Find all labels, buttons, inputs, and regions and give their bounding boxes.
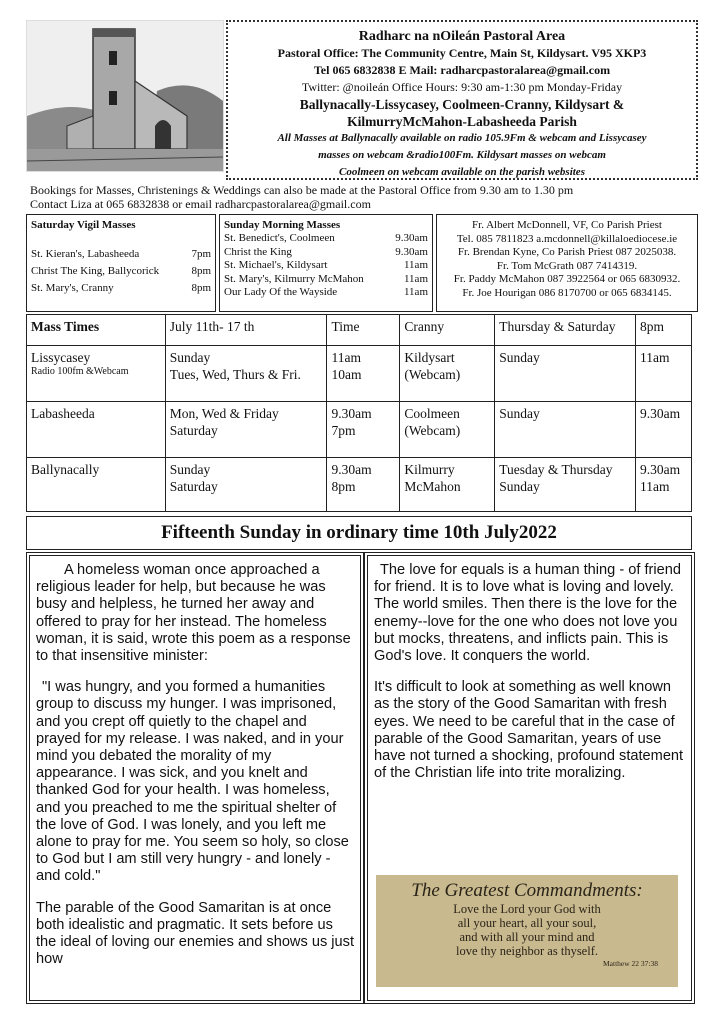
table-row	[27, 458, 692, 512]
article-paragraph: The parable of the Good Samaritan is at once both idealistic and pragmatic. It sets before us the ideal of loving our enemies and shows us just how	[36, 899, 355, 968]
sunday-item: St. Mary's, Kilmurry McMahon 11am	[224, 272, 428, 285]
table-header-row	[27, 315, 692, 346]
commandments-title: The Greatest Commandments:	[411, 880, 643, 901]
vigil-title: Saturday Vigil Masses	[31, 219, 136, 231]
commandment-line: and with all your mind and	[459, 930, 595, 944]
table-cell: Labasheeda	[27, 402, 166, 458]
table-cell: Sunday Tues, Wed, Thurs & Fri.	[165, 346, 327, 402]
radio-line-3: Coolmeen on webcam available on the parish websites	[339, 166, 585, 178]
scripture-reference: Matthew 22 37:38	[603, 959, 658, 968]
table-cell: Sunday Saturday	[165, 458, 327, 512]
commandment-line: Love the Lord your God with	[453, 902, 601, 916]
vigil-item: St. Kieran's, Labasheeda 7pm	[31, 248, 211, 260]
table-cell: 9.30am 7pm	[327, 402, 400, 458]
article-paragraph: A homeless woman once approached a religious leader for help, but because he was busy and helpless, he turned her away and offered to pray for her instead. The homeless woman, it is said, wrote this poem as a response to that insensitive minister:	[36, 562, 351, 665]
table-header-cell: Mass Times	[27, 315, 166, 346]
table-cell: Tuesday & Thursday Sunday	[495, 458, 636, 512]
table-row	[27, 402, 692, 458]
header-box	[226, 20, 698, 180]
sunday-item: Our Lady Of the Wayside 11am	[224, 286, 428, 298]
table-cell: 11am 10am	[327, 346, 400, 402]
table-cell: Coolmeen (Webcam)	[400, 402, 495, 458]
vigil-item: St. Mary's, Cranny 8pm	[31, 282, 211, 294]
table-cell: Sunday	[495, 346, 636, 402]
commandment-line: all your heart, all your soul,	[457, 916, 597, 930]
left-article-column	[29, 555, 361, 1001]
radio-line-1: All Masses at Ballynacally available on radio 105.9Fm & webcam and Lissycasey	[277, 132, 647, 144]
priest-line: Fr. Tom McGrath 087 7414319.	[496, 259, 638, 272]
table-cell: Lissycasey Radio 100fm &Webcam	[27, 346, 166, 402]
priests-box	[436, 214, 698, 312]
saturday-vigil-box	[26, 214, 216, 312]
table-header-cell: Cranny	[400, 315, 495, 346]
radio-line-2: masses on webcam &radio100Fm. Kildysart masses on webcam	[318, 149, 606, 161]
parish-line-1: Ballynacally-Lissycasey, Coolmeen-Cranny, Kildysart &	[299, 97, 625, 112]
sunday-title: Sunday Morning Masses	[224, 219, 341, 231]
priest-line: Tel. 085 7811823 a.mcdonnell@killaloediocese.ie	[456, 232, 678, 245]
table-cell: Kilmurry McMahon	[400, 458, 495, 512]
table-cell: Sunday	[495, 402, 636, 458]
parish-line-2: KilmurryMcMahon-Labasheeda Parish	[347, 114, 577, 129]
church-tower-drawing	[27, 21, 223, 171]
contact-line: Tel 065 6832838 E Mail: radharcpastoralarea@gmail.com	[313, 63, 611, 77]
table-cell: Kildysart (Webcam)	[400, 346, 495, 402]
table-header-cell: July 11th- 17 th	[165, 315, 327, 346]
table-header-cell: 8pm	[636, 315, 692, 346]
sunday-morning-box	[219, 214, 433, 312]
booking-line-2: Contact Liza at 065 6832838 or email radharcpastoralarea@gmail.com	[30, 197, 371, 211]
table-cell: 9.30am 8pm	[327, 458, 400, 512]
priest-line: Fr. Paddy McMahon 087 3922564 or 065 6830932.	[453, 273, 681, 286]
table-cell: 11am	[636, 346, 692, 402]
booking-line-1: Bookings for Masses, Christenings & Weddings can also be made at the Pastoral Office from 9.30 am to 1.30 pm	[30, 183, 574, 197]
commandment-line: love thy neighbor as thyself.	[456, 944, 598, 958]
table-cell: Ballynacally	[27, 458, 166, 512]
article-paragraph: It's difficult to look at something as well known as the story of the Good Samaritan with fresh eyes. We need to be careful that in the case of parable of the Good Samaritan, years of use have not turned a shocking, profound statement of the Christian life into trite moralizing.	[374, 679, 684, 782]
priest-line: Fr. Brendan Kyne, Co Parish Priest 087 2025038.	[457, 246, 677, 259]
sunday-item: St. Michael's, Kildysart 11am	[224, 259, 428, 271]
vigil-item: Christ The King, Ballycorick 8pm	[31, 265, 211, 277]
poem-paragraph: "I was hungry, and you formed a humanities group to discuss my hunger. I was imprisoned, and you crept off quietly to the chapel and prayed for my release. I was naked, and in your mind you debated the morality of my appearance. I was sick, and you knelt and thanked God for your health. I was homeless, and you preached to me the spiritual shelter of the love of God. I was lonely, and you left me alone to pray for me. You seem so holy, so close to God but I am still very hungry - and lonely - and cold."	[36, 679, 349, 885]
sunday-item: Christ the King 9.30am	[224, 245, 428, 258]
booking-info	[30, 183, 710, 211]
mass-times-table	[26, 314, 692, 512]
greatest-commandments-card	[376, 875, 678, 987]
priest-line: Fr. Joe Hourigan 086 8170700 or 065 6834145.	[462, 286, 672, 299]
sunday-item: St. Benedict's, Coolmeen 9.30am	[224, 232, 428, 244]
twitter-office-hours: Twitter: @noileán Office Hours: 9:30 am-1:30 pm Monday-Friday	[301, 80, 623, 94]
article-paragraph: The love for equals is a human thing - of friend for friend. It is to love what is loving and lovely. The world smiles. Then there is the love for the enemy--love for the one who does not love you but mocks, threatens, and inflicts pain. This is God's love. It conquers the world.	[374, 562, 681, 665]
table-header-cell: Time	[327, 315, 400, 346]
pastoral-office-address: Pastoral Office: The Community Centre, Main St, Kildysart. V95 XKP3	[277, 46, 647, 60]
priest-line: Fr. Albert McDonnell, VF, Co Parish Priest	[472, 219, 662, 231]
sunday-banner: Fifteenth Sunday in ordinary time 10th July2022	[26, 516, 692, 550]
pastoral-area-title: Radharc na nOileán Pastoral Area	[358, 29, 566, 44]
table-row	[27, 346, 692, 402]
church-illustration	[26, 20, 224, 172]
table-header-cell: Thursday & Saturday	[495, 315, 636, 346]
table-cell: 9.30am 11am	[636, 458, 692, 512]
table-cell: 9.30am	[636, 402, 692, 458]
table-cell: Mon, Wed & Friday Saturday	[165, 402, 327, 458]
